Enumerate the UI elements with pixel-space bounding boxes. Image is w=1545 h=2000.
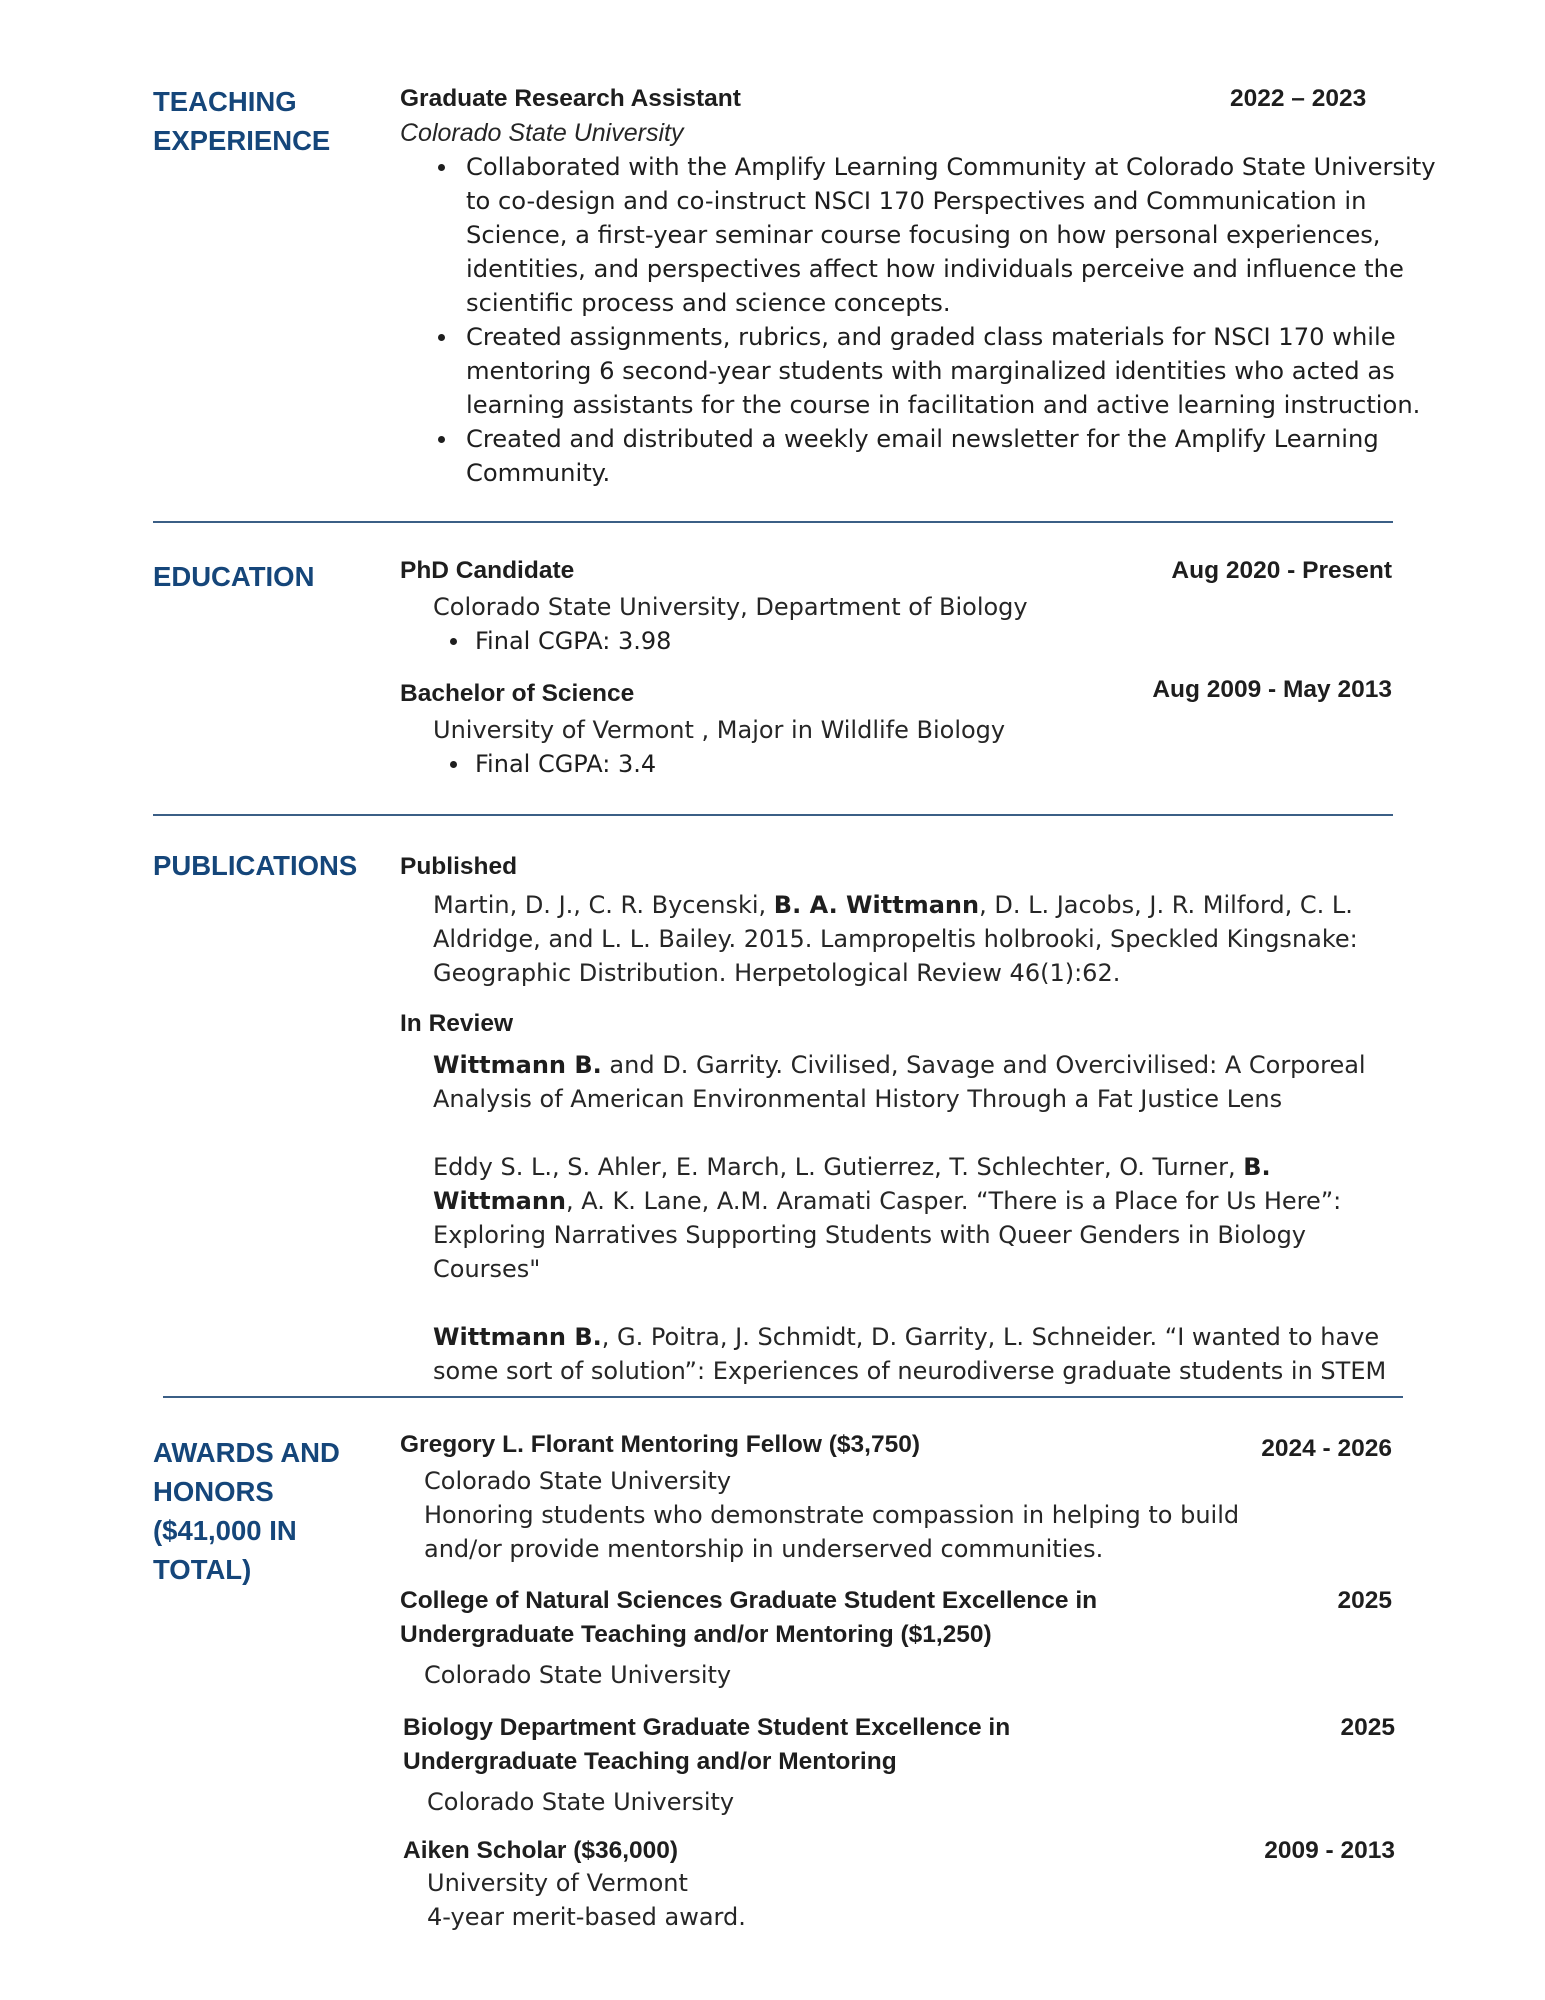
rev2-author-highlight: B. Wittmann xyxy=(433,1153,1271,1215)
pub1-authors-pre: Martin, D. J., C. R. Bycenski, xyxy=(433,891,774,919)
award-1-desc: Honoring students who demonstrate compassion in helping to build and/or provide mentorship in underserved communities. xyxy=(424,1501,1240,1563)
award-3-title: Biology Department Graduate Student Excellence in Undergraduate Teaching and/or Mentoring xyxy=(403,1714,1011,1775)
publications-entry xyxy=(400,850,1410,1388)
award-2-title: College of Natural Sciences Graduate Student Excellence in Undergraduate Teaching and/or Mentoring ($1,250) xyxy=(400,1587,1098,1648)
award-2-dates: 2025 xyxy=(1337,1587,1392,1614)
publication-1 xyxy=(400,888,1410,990)
pub1-author-highlight: B. A. Wittmann xyxy=(773,891,980,919)
award-2-org: Colorado State University xyxy=(424,1661,732,1689)
bs-gpa: Final CGPA: 3.4 xyxy=(400,747,1440,781)
award-1 xyxy=(400,1428,1440,1566)
award-4-title: Aiken Scholar ($36,000) xyxy=(403,1837,679,1864)
education-phd xyxy=(400,554,1440,658)
pub1-rest: , D. L. Jacobs, J. R. Milford, C. L. Aldridge, and L. L. Bailey. 2015. Lampropeltis holbrooki, Speckled Kingsnake: Geographic Distribution. Herpetological Review 46(1):62. xyxy=(433,891,1358,987)
phd-title: PhD Candidate xyxy=(400,557,575,584)
award-4 xyxy=(403,1834,1443,1934)
award-1-dates: 2024 - 2026 xyxy=(1261,1435,1392,1462)
review-2 xyxy=(400,1150,1410,1286)
education-bs xyxy=(400,673,1440,781)
in-review-label: In Review xyxy=(400,1010,514,1037)
award-1-org: Colorado State University xyxy=(424,1467,732,1495)
phd-gpa: Final CGPA: 3.98 xyxy=(400,624,1440,658)
bs-bullets xyxy=(400,747,1440,781)
award-3-dates: 2025 xyxy=(1340,1714,1395,1741)
rev2-authors-pre: Eddy S. L., S. Ahler, E. March, L. Gutierrez, T. Schlechter, O. Turner, xyxy=(433,1153,1244,1181)
teaching-bullet-3: Created and distributed a weekly email newsletter for the Amplify Learning Community. xyxy=(400,422,1440,490)
divider-3 xyxy=(163,1396,1403,1398)
phd-org: Colorado State University, Department of Biology xyxy=(433,593,1028,621)
divider-1 xyxy=(153,521,1393,523)
awards-heading: AWARDS AND HONORS ($41,000 IN TOTAL) xyxy=(153,1437,340,1585)
teaching-bullets xyxy=(400,150,1440,490)
bs-title: Bachelor of Science xyxy=(400,680,635,707)
award-4-desc: 4-year merit-based award. xyxy=(427,1903,746,1931)
award-3 xyxy=(403,1711,1443,1819)
teaching-bullet-1: Collaborated with the Amplify Learning Community at Colorado State University to co-design and co-instruct NSCI 170 Perspectives and Communication in Science, a first-year seminar course focusing on how personal experiences, identities, and perspectives affect how individuals perceive and influence the scientific process and science concepts. xyxy=(400,150,1440,320)
published-label: Published xyxy=(400,853,518,880)
rev3-author-highlight: Wittmann B. xyxy=(433,1323,602,1351)
rev3-rest: , G. Poitra, J. Schmidt, D. Garrity, L. Schneider. “I wanted to have some sort of solution”: Experiences of neurodiverse graduate students in STEM xyxy=(433,1323,1387,1385)
award-3-org: Colorado State University xyxy=(427,1788,735,1816)
rev1-author-highlight: Wittmann B. xyxy=(433,1051,602,1079)
bs-dates: Aug 2009 - May 2013 xyxy=(1152,676,1392,703)
teaching-org: Colorado State University xyxy=(400,119,684,147)
award-4-org: University of Vermont xyxy=(427,1869,688,1897)
review-3 xyxy=(400,1320,1410,1388)
publications-heading: PUBLICATIONS xyxy=(153,850,358,881)
award-4-dates: 2009 - 2013 xyxy=(1264,1837,1395,1864)
divider-2 xyxy=(153,814,1393,816)
rev1-rest: and D. Garrity. Civilised, Savage and Overcivilised: A Corporeal Analysis of American Environmental History Through a Fat Justice Lens xyxy=(433,1051,1366,1113)
teaching-entry xyxy=(400,82,1440,490)
teaching-title: Graduate Research Assistant xyxy=(400,85,741,112)
bs-org: University of Vermont , Major in Wildlife Biology xyxy=(433,716,1006,744)
award-1-title: Gregory L. Florant Mentoring Fellow ($3,750) xyxy=(400,1431,921,1458)
teaching-dates: 2022 – 2023 xyxy=(1230,85,1367,112)
phd-dates: Aug 2020 - Present xyxy=(1171,557,1392,584)
education-heading: EDUCATION xyxy=(153,561,315,592)
review-1 xyxy=(400,1048,1410,1116)
teaching-heading: TEACHING EXPERIENCE xyxy=(153,86,331,156)
award-2 xyxy=(400,1584,1440,1692)
phd-bullets xyxy=(400,624,1440,658)
teaching-bullet-2: Created assignments, rubrics, and graded class materials for NSCI 170 while mentoring 6 second-year students with marginalized identities who acted as learning assistants for the course in facilitation and active learning instruction. xyxy=(400,320,1440,422)
rev2-rest: , A. K. Lane, A.M. Aramati Casper. “There is a Place for Us Here”: Exploring Narratives Supporting Students with Queer Genders in Biology Courses" xyxy=(433,1187,1342,1283)
